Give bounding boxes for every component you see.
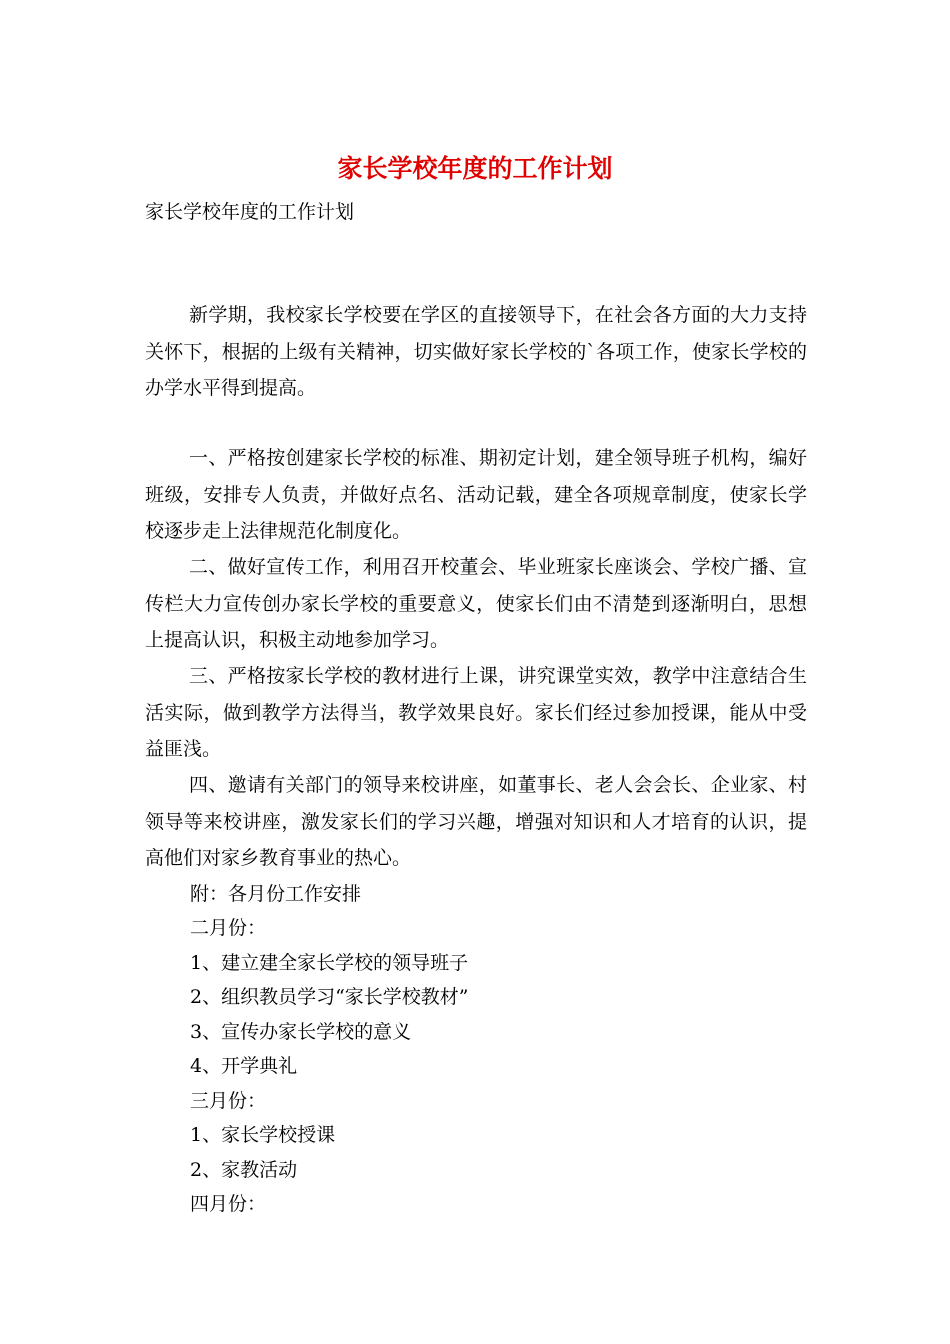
month-heading-february: 二月份：: [190, 917, 267, 939]
plan-item-1: 一、严格按创建家长学校的标准、期初定计划，建全领导班子机构，编好班级，安排专人负责，并做好点名、活动记载，建全各项规章制度，使家长学校逐步走上法律规范化制度化。: [145, 447, 807, 542]
intro-paragraph: 新学期，我校家长学校要在学区的直接领导下，在社会各方面的大力支持关怀下，根据的上级有关精神，切实做好家长学校的`各项工作，使家长学校的办学水平得到提高。: [145, 304, 807, 399]
schedule-line: 1、家长学校授课: [190, 1124, 336, 1146]
schedule-line: 2、家教活动: [190, 1159, 298, 1181]
document-title: 家长学校年度的工作计划: [337, 154, 613, 183]
month-heading-april: 四月份：: [190, 1193, 267, 1215]
schedule-line: 4、开学典礼: [190, 1055, 298, 1077]
plan-item-2: 二、做好宣传工作，利用召开校董会、毕业班家长座谈会、学校广播、宣传栏大力宣传创办家长学校的重要意义，使家长们由不清楚到逐渐明白，思想上提高认识，积极主动地参加学习。: [145, 556, 807, 651]
schedule-line: 2、组织教员学习“家长学校教材”: [190, 986, 469, 1008]
plan-item-4: 四、邀请有关部门的领导来校讲座，如董事长、老人会会长、企业家、村领导等来校讲座，激发家长们的学习兴趣，增强对知识和人才培育的认识，提高他们对家乡教育事业的热心。: [145, 774, 807, 869]
schedule-line: 3、宣传办家长学校的意义: [190, 1021, 412, 1043]
month-heading-march: 三月份：: [190, 1090, 267, 1112]
schedule-line: 1、建立建全家长学校的领导班子: [190, 952, 469, 974]
document-subtitle: 家长学校年度的工作计划: [145, 201, 355, 223]
plan-item-3: 三、严格按家长学校的教材进行上课，讲究课堂实效，教学中注意结合生活实际，做到教学方法得当，教学效果良好。家长们经过参加授课，能从中受益匪浅。: [145, 665, 807, 760]
schedule-heading: 附：各月份工作安排: [190, 883, 362, 905]
